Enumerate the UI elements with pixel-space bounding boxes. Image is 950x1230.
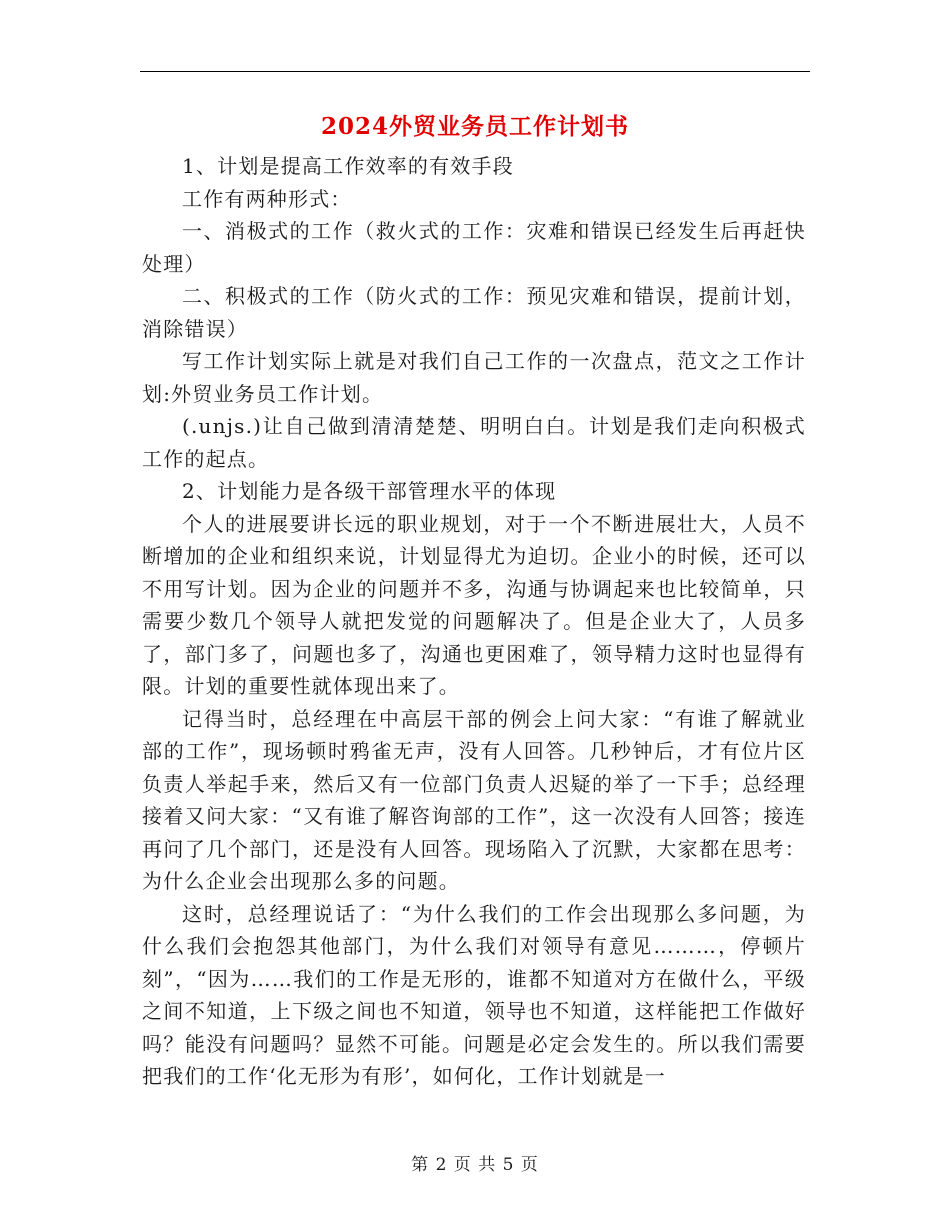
- paragraph: 个人的进展要讲长远的职业规划，对于一个不断进展壮大，人员不断增加的企业和组织来说，计划显得尤为迫切。企业小的时候，还可以不用写计划。因为企业的问题并不多，沟通与协调起来也比较简单，只需要少数几个领导人就把发觉的问题解决了。但是企业大了，人员多了，部门多了，问题也多了，沟通也更困难了，领导精力这时也显得有限。计划的重要性就体现出来了。: [142, 511, 806, 698]
- paragraph: 2、计划能力是各级干部管理水平的体现: [182, 479, 557, 503]
- paragraph: 这时，总经理说话了：“为什么我们的工作会出现那么多问题，为什么我们会抱怨其他部门，为什么我们对领导有意见………，停顿片刻”，“因为……我们的工作是无形的，谁都不知道对方在做什么，平级之间不知道，上下级之间也不知道，领导也不知道，这样能把工作做好吗？能没有问题吗？显然不可能。问题是必定会发生的。所以我们需要把我们的工作‘化无形为有形’，如何化，工作计划就是一: [142, 901, 806, 1088]
- paragraph: 写工作计划实际上就是对我们自己工作的一次盘点，范文之工作计划:外贸业务员工作计划。: [142, 349, 806, 406]
- paragraph: 记得当时，总经理在中高层干部的例会上问大家：“有谁了解就业部的工作”，现场顿时鸦雀无声，没有人回答。几秒钟后，才有位片区负责人举起手来，然后又有一位部门负责人迟疑的举了一下手；总经理接着又问大家：“又有谁了解咨询部的工作”，这一次没有人回答；接连再问了几个部门，还是没有人回答。现场陷入了沉默，大家都在思考：为什么企业会出现那么多的问题。: [142, 706, 806, 893]
- paragraph: (.unjs.)让自己做到清清楚楚、明明白白。计划是我们走向积极式工作的起点。: [142, 414, 806, 471]
- page-number: 第 2 页 共 5 页: [411, 1155, 539, 1175]
- header-rule: [140, 71, 810, 72]
- paragraph: 工作有两种形式：: [182, 186, 352, 211]
- paragraph: 一、消极式的工作（救火式的工作：灾难和错误已经发生后再赶快处理）: [142, 219, 806, 276]
- document-body: [142, 150, 806, 1093]
- document-title: 2024外贸业务员工作计划书: [320, 113, 629, 140]
- page-footer: [0, 1154, 950, 1176]
- paragraph: 二、积极式的工作（防火式的工作：预见灾难和错误，提前计划，消除错误）: [142, 284, 806, 341]
- paragraph: 1、计划是提高工作效率的有效手段: [182, 154, 514, 178]
